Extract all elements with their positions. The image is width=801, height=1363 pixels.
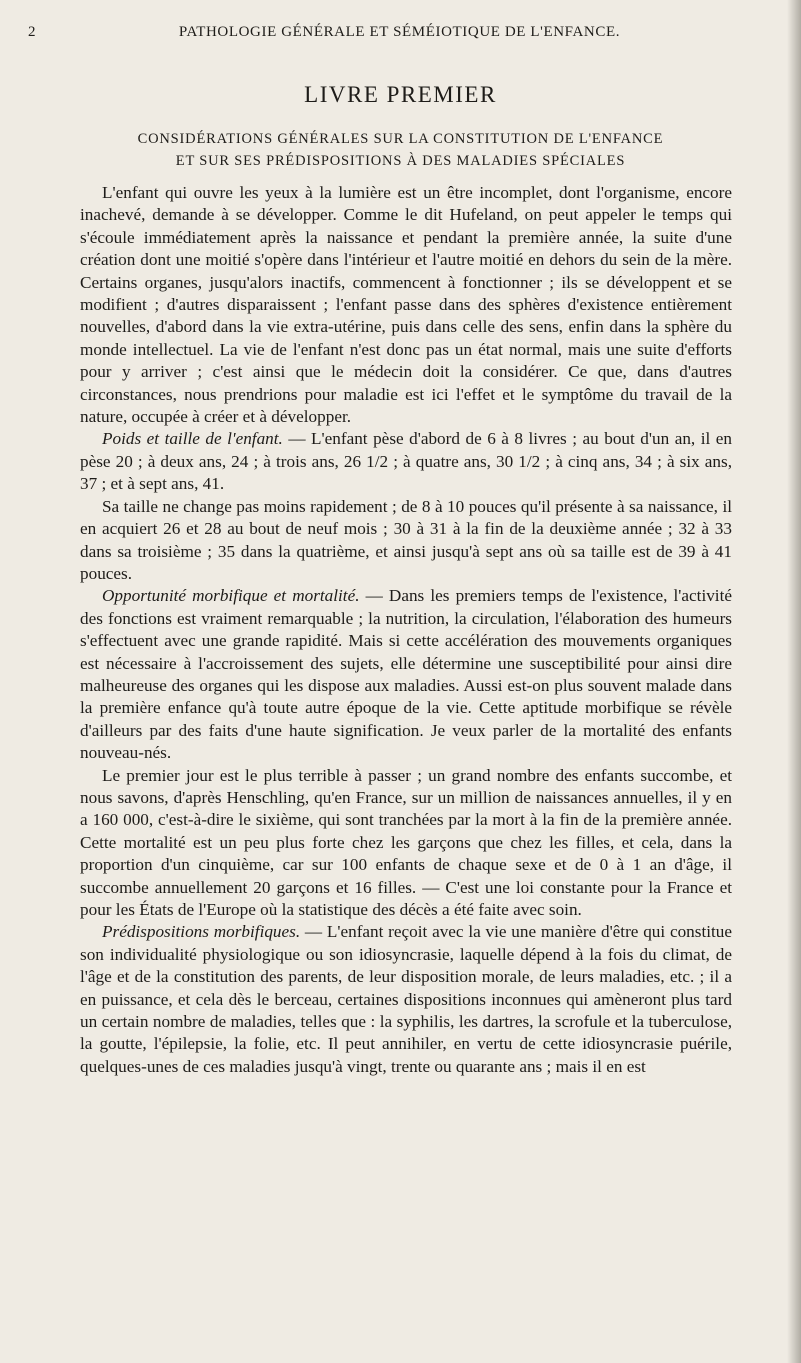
paragraph-text: Le premier jour est le plus terrible à passer ; un grand nombre des enfants succombe, et nous savons, d'après Henschling, qu'en France, sur un million de naissances annuelles, il y en a 160 000, c'est-à-dire le sixième, qui sont tranchées par la mort à la fin de la première année. Cette mortalité est un peu plus forte chez les garçons que chez les filles, et cela, dans la proportion d'un cinquième, car sur 100 enfants de chaque sexe et de 0 à 1 an d'âge, il succombe annuellement 20 garçons et 16 filles. — C'est une loi constante pour la France et pour les États de l'Europe où la statistique des décès a été faite avec soin. [80, 765, 732, 919]
running-head: PATHOLOGIE GÉNÉRALE ET SÉMÉIOTIQUE DE L'ENFANCE. [178, 24, 621, 40]
paragraph-text: — L'enfant reçoit avec la vie une manière d'être qui constitue son individualité physiologique ou son idiosyncrasie, laquelle dépend à la fois du climat, de l'âge et de la constitution des parents, de leur disposition morale, de leurs maladies, etc. ; il a en puissance, et cela dès le berceau, certaines dispositions inconnues qui amèneront plus tard un certain nombre de maladies, telles que : la syphilis, les dartres, la scrofule et la tuberculose, la goutte, l'épilepsie, la folie, etc. Il peut annihiler, en vertu de cette idiosyncrasie puérile, quelques-unes de ces maladies jusqu'à vingt, trente ou quarante ans ; mais il en est [80, 922, 732, 1076]
paragraph-first-day [80, 765, 732, 922]
chapter-title-line-2: ET SUR SES PRÉDISPOSITIONS À DES MALADIES SPÉCIALES [175, 153, 626, 169]
paragraph-text: — L'enfant pèse d'abord de 6 à 8 livres ; au bout d'un an, il en pèse 20 ; à deux ans, 24 ; à trois ans, 26 1/2 ; à quatre ans, 30 1/2 ; à cinq ans, 34 ; à six ans, 37 ; et à sept ans, 41. [80, 429, 732, 494]
paragraph-weight-size [80, 428, 732, 495]
book-title: LIVRE PREMIER [304, 82, 497, 107]
paragraph-text: — Dans les premiers temps de l'existence, l'activité des fonctions est vraiment remarquable ; la nutrition, la circulation, l'élaboration des humeurs s'effectuent avec une grande rapidité. Mais si cette accélération des mouvements organiques est nécessaire à l'accroissement des sujets, elle détermine une susceptibilité pour ainsi dire malheureuse des organes qui les dispose aux maladies. Aussi est-on plus souvent malade dans la première enfance qu'à toute autre époque de la vie. Cette aptitude morbifique se révèle d'ailleurs par des faits d'une haute signification. Je veux parler de la mortalité des enfants nouveau-nés. [80, 586, 732, 763]
paragraph-predispositions [80, 921, 732, 1078]
chapter-title-line-1: CONSIDÉRATIONS GÉNÉRALES SUR LA CONSTITUTION DE L'ENFANCE [137, 131, 664, 147]
paragraph-text: Sa taille ne change pas moins rapidement ; de 8 à 10 pouces qu'il présente à sa naissance, il en acquiert 26 et 28 au bout de neuf mois ; 30 à 31 à la fin de la deuxième année ; 32 à 33 dans sa troisième ; 35 dans la quatrième, et ainsi jusqu'à sept ans où sa taille est de 39 à 41 pouces. [80, 496, 732, 583]
section-title: Poids et taille de l'enfant. [102, 429, 283, 449]
page-number: 2 [28, 24, 37, 40]
page-header [28, 24, 771, 48]
body-text [80, 182, 732, 1078]
section-title: Opportunité morbifique et mortalité. [102, 586, 360, 606]
paragraph-morbidity [80, 585, 732, 764]
paragraph-text: L'enfant qui ouvre les yeux à la lumière est un être incomplet, dont l'organisme, encore inachevé, demande à se développer. Comme le dit Hufeland, on peut appeler le temps qui s'écoule immédiatement après la naissance et pendant la première année, la suite d'une création dont une moitié s'opère dans l'intérieur et l'autre moitié en dehors du sein de la mère. Certains organes, jusqu'alors inactifs, commencent à fonctionner ; ils se développent et se modifient ; d'autres disparaissent ; l'enfant passe dans des sphères d'existence entièrement nouvelles, d'abord dans la vie extra-utérine, puis dans celle des sens, enfin dans la sphère du monde intellectuel. La vie de l'enfant n'est donc pas un état normal, mais une suite d'efforts pour y arriver ; c'est ainsi que le médecin doit la considérer. Ce que, dans d'autres circonstances, nous prendrions pour maladie est ici l'effet et le symptôme du travail de la nature, occupée à créer et à développer. [80, 183, 732, 427]
chapter-title [40, 128, 761, 172]
section-title: Prédispositions morbifiques. [102, 922, 301, 942]
paragraph-intro [80, 182, 732, 428]
page-edge-shadow [787, 0, 801, 1363]
paragraph-height [80, 496, 732, 586]
